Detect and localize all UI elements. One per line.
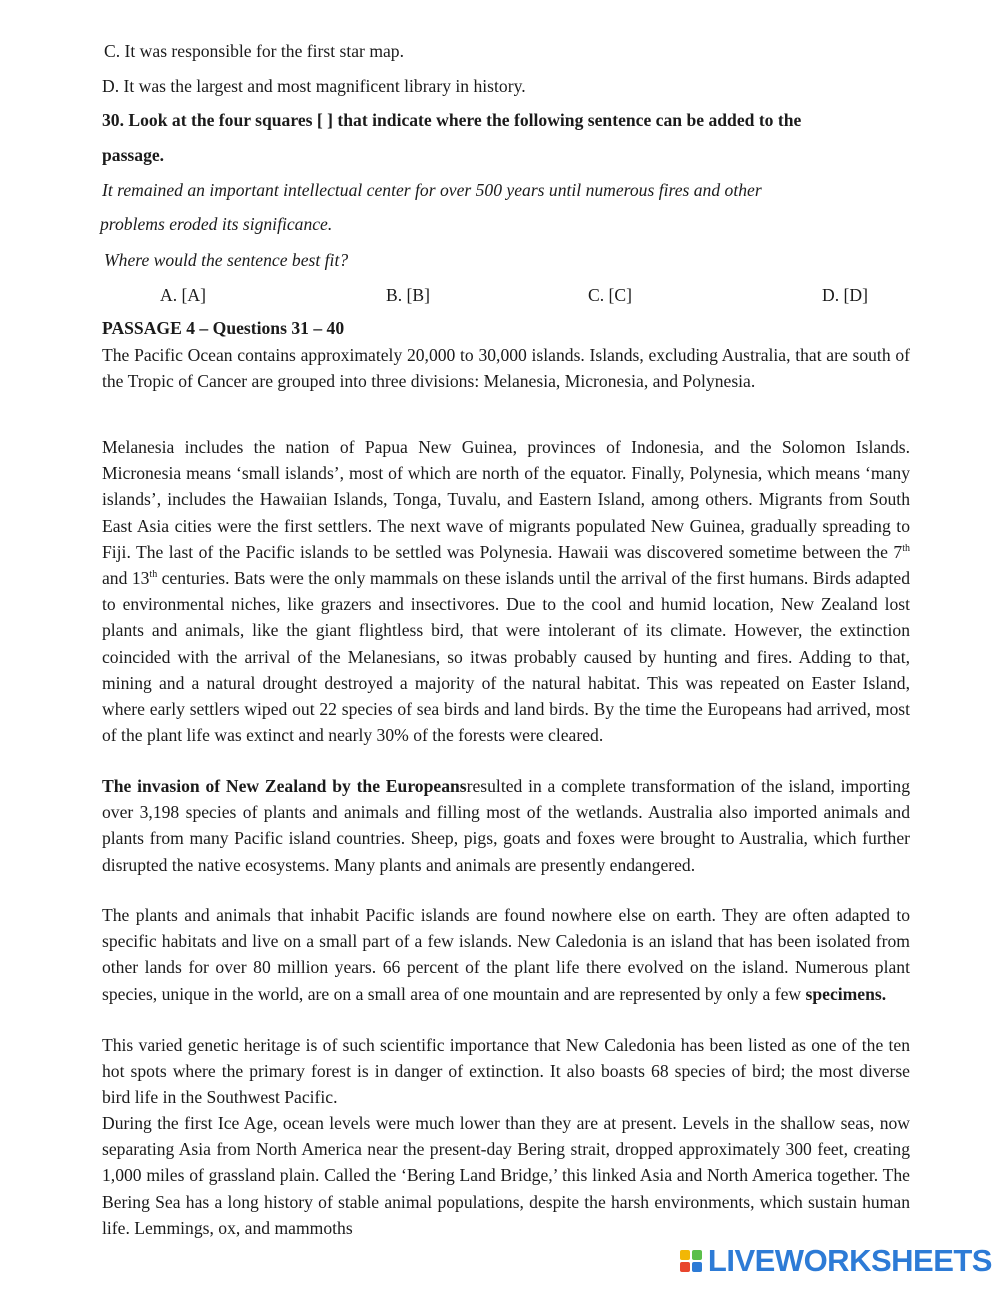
question-30-prompt: 30. Look at the four squares [ ] that indicate where the following sentence can be added to the [102,110,802,130]
paragraph-2-text-end: centuries. Bats were the only mammals on these islands until the arrival of the first humans. Birds adapted to environmental niches, like grazers and insectivores. Due to the cool and humid location, New Zealand lost plants and animals, like the giant flightless bird, that were intolerant of its climate. However, the extinction coincided with the arrival of the Melanesians, so itwas probably caused by hunting and fires. Adding to that, mining and a natural drought destroyed a majority of the natural habitat. This was repeated on Easter Island, where early settlers wiped out 22 species of sea birds and land birds. By the time the Europeans had arrived, most of the plant life was extinct and nearly 30% of the forests were cleared. [102,568,910,746]
logo-tile-blue [692,1262,702,1272]
passage-4-heading: PASSAGE 4 – Questions 31 – 40 [102,318,345,338]
paragraph-4-bold-word: specimens. [805,983,887,1004]
logo-tile-red [680,1262,690,1272]
paragraph-2-text-cont: and 13 [102,568,150,589]
question-29-option-d: D. It was the largest and most magnificent library in history. [102,76,526,96]
superscript-th: th [149,569,158,581]
paragraph-4-text: The plants and animals that inhabit Pacific islands are found nowhere else on earth. They are often adapted to specific habitats and live on a small part of a few islands. New Caledonia is an island that has been isolated from other lands for over 80 million years. 66 percent of the plant life there evolved on the island. Numerous plant species, unique in the world, are on a small area of one mountain and are represented by only a few [102,905,910,1004]
question-30-option-a[interactable]: A. [A] [160,285,206,305]
question-30-option-b[interactable]: B. [B] [386,285,430,305]
paragraph-3-text: resulted in a complete transformation of the island, importing over 3,198 species of plants and animals and filling most of the wetlands. Australia also imported animals and plants from many Pacific island countries. Sheep, pigs, goats and foxes were brought to Australia, which further disrupted the native ecosystems. Many plants and animals are presently endangered. [102,776,910,875]
paragraph-2-text: Melanesia includes the nation of Papua New Guinea, provinces of Indonesia, and the Solomon Islands. Micronesia means ‘small islands’, most of which are north of the equator. Finally, Polynesia, which means ‘many islands’, includes the Hawaiian Islands, Tonga, Tuvalu, and Eastern Island, among others. Migrants from South East Asia cities were the first settlers. The next wave of migrants populated New Guinea, gradually spreading to Fiji. The last of the Pacific islands to be settled was Polynesia. Hawaii was discovered sometime between the 7 [102,437,910,562]
question-30-question: Where would the sentence best fit? [104,250,349,270]
logo-tile-yellow [680,1250,690,1260]
question-30-prompt-cont: passage. [102,145,165,165]
question-30-sentence-cont: problems eroded its significance. [100,214,333,234]
passage-4-paragraph-1: The Pacific Ocean contains approximately 20,000 to 30,000 islands. Islands, excluding Australia, that are south of the Tropic of Cancer are grouped into three divisions: Melanesia, Micronesia, and Polynesia. [102,345,910,392]
passage-4-paragraph-4 [102,902,910,1007]
question-30-option-c[interactable]: C. [C] [588,285,632,305]
passage-4-paragraph-2 [102,434,910,748]
question-30-option-d[interactable]: D. [D] [822,285,868,305]
liveworksheets-logo-text: LIVEWORKSHEETS [707,1243,992,1278]
paragraph-3-bold-lead: The invasion of New Zealand by the Europeans [102,776,467,796]
superscript-th: th [902,542,910,554]
question-29-option-c: C. It was responsible for the first star map. [104,41,405,61]
passage-4-paragraph-6: During the first Ice Age, ocean levels were much lower than they are at present. Levels in the shallow seas, now separating Asia from North America near the present-day Bering strait, dropped approximately 300 feet, creating 1,000 miles of grassland plain. Called the ‘Bering Land Bridge,’ this linked Asia and North America together. The Bering Sea has a long history of stable animal populations, despite the harsh environments, which sustain human life. Lemmings, ox, and mammoths [102,1113,910,1238]
question-30-sentence: It remained an important intellectual center for over 500 years until numerous fires and other [102,180,762,200]
logo-tile-green [692,1250,702,1260]
passage-4-paragraph-3 [102,773,910,878]
passage-4-paragraph-5: This varied genetic heritage is of such scientific importance that New Caledonia has been listed as one of the ten hot spots where the primary forest is in danger of extinction. It also boasts 68 species of bird; the most diverse bird life in the Southwest Pacific. [102,1035,910,1108]
liveworksheets-footer[interactable] [680,1243,992,1279]
liveworksheets-logo-icon [680,1250,702,1272]
